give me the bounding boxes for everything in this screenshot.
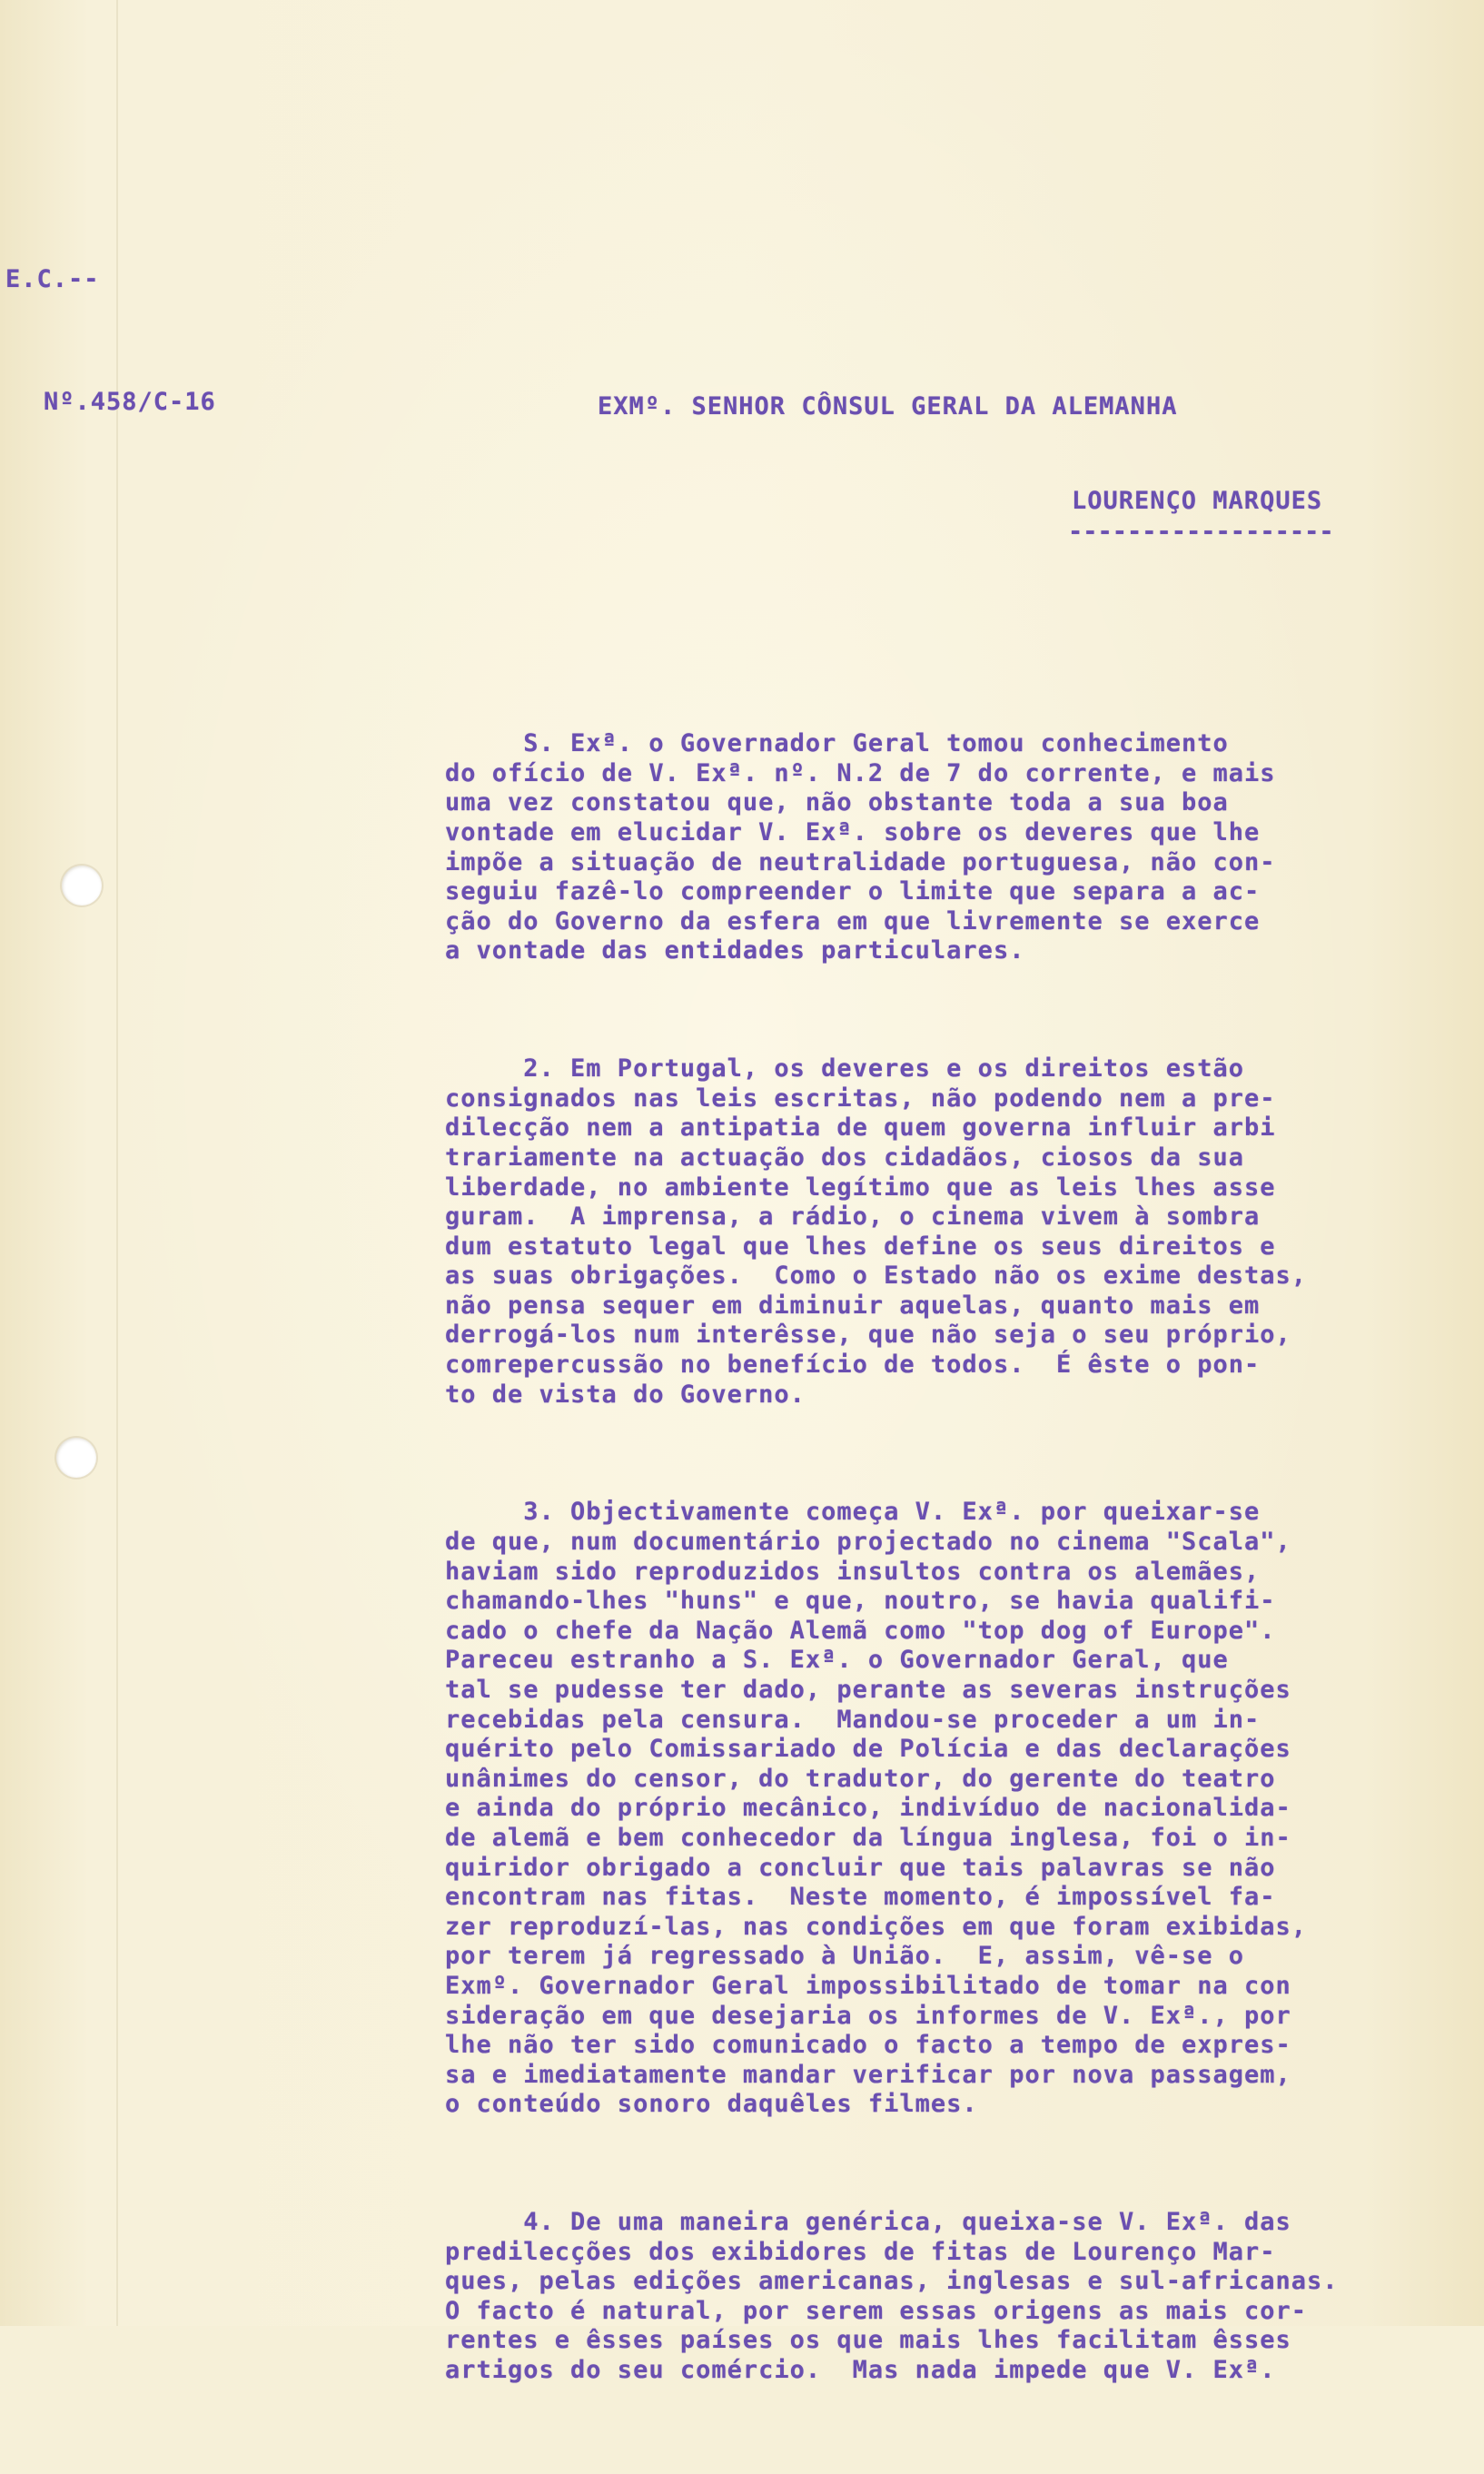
text-line: chamando-lhes "huns" e que, noutro, se havia qualifi-	[445, 1587, 1276, 1616]
text-line: a vontade das entidades particulares.	[445, 936, 1025, 965]
text-line: sideração em que desejaria os informes de V. Exª., por	[445, 2001, 1291, 2030]
text-line: o conteúdo sonoro daquêles filmes.	[445, 2090, 978, 2119]
text-line: dilecção nem a antipatia de quem governa influir arbi	[445, 1113, 1276, 1143]
text-line: tal se pudesse ter dado, perante as severas instruções	[445, 1676, 1291, 1704]
text-line: 3. Objectivamente começa V. Exª. por queixar-se	[445, 1498, 1261, 1527]
text-line: e ainda do próprio mecânico, indivíduo de nacionalida-	[445, 1794, 1291, 1823]
text-line: recebidas pela censura. Mandou-se proceder a um in-	[445, 1705, 1261, 1734]
paragraph-2	[445, 1054, 1462, 1410]
paragraph-1	[445, 729, 1462, 966]
text-line: não pensa sequer em diminuir aquelas, quanto mais em	[445, 1291, 1261, 1320]
text-line: ção do Governo da esfera em que livremente se exerce	[445, 906, 1261, 935]
text-line: guram. A imprensa, a rádio, o cinema vivem à sombra	[445, 1202, 1261, 1232]
punch-hole-bottom	[56, 1438, 96, 1478]
text-line: rentes e êsses países os que mais lhes facilitam êsses	[445, 2326, 1291, 2355]
text-line: liberdade, no ambiente legítimo que as leis lhes asse	[445, 1173, 1276, 1202]
text-line: cado o chefe da Nação Alemã como "top dog of Europe".	[445, 1616, 1276, 1645]
city-underline: ------------------	[1068, 518, 1334, 546]
text-line: Exmº. Governador Geral impossibilitado de tomar na con	[445, 1971, 1291, 2000]
text-line: 4. De uma maneira genérica, queixa-se V. Exª. das	[445, 2208, 1291, 2237]
text-line: as suas obrigações. Como o Estado não os exime destas,	[445, 1262, 1308, 1291]
paper-fold-line	[116, 0, 118, 2326]
text-line: do ofício de V. Exª. nº. N.2 de 7 do corrente, e mais	[445, 758, 1276, 787]
file-reference-top: E.C.--	[5, 265, 100, 293]
text-line: de alemã e bem conhecedor da língua inglesa, foi o in-	[445, 1823, 1291, 1852]
text-line: por terem já regressado à União. E, assim, vê-se o	[445, 1942, 1245, 1971]
text-line: quérito pelo Comissariado de Polícia e das declarações	[445, 1735, 1291, 1764]
text-line: Pareceu estranho a S. Exª. o Governador Geral, que	[445, 1646, 1229, 1675]
text-line: dum estatuto legal que lhes define os seus direitos e	[445, 1232, 1276, 1261]
text-line: trariamente na actuação dos cidadãos, ciosos da sua	[445, 1143, 1245, 1172]
text-line: unânimes do censor, do tradutor, do gerente do teatro	[445, 1764, 1276, 1793]
text-line: haviam sido reproduzidos insultos contra os alemães,	[445, 1557, 1261, 1586]
letter-reference-number: Nº.458/C-16	[44, 388, 216, 416]
text-line: zer reproduzí-las, nas condições em que foram exibidas,	[445, 1912, 1308, 1941]
text-line: quiridor obrigado a concluir que tais palavras se não	[445, 1853, 1276, 1882]
text-line: comrepercussão no benefício de todos. É êste o pon-	[445, 1351, 1261, 1380]
text-line: artigos do seu comércio. Mas nada impede que V. Exª.	[445, 2356, 1276, 2385]
text-line: ques, pelas edições americanas, inglesas e sul-africanas.	[445, 2267, 1339, 2296]
text-line: encontram nas fitas. Neste momento, é impossível fa-	[445, 1883, 1276, 1912]
text-line: impõe a situação de neutralidade portuguesa, não con-	[445, 847, 1276, 876]
text-line: consignados nas leis escritas, não podendo nem a pre-	[445, 1084, 1276, 1113]
addressee-city: LOURENÇO MARQUES	[1072, 487, 1323, 515]
text-line: 2. Em Portugal, os deveres e os direitos estão	[445, 1054, 1245, 1084]
text-line: de que, num documentário projectado no cinema "Scala",	[445, 1528, 1291, 1557]
text-line: sa e imediatamente mandar verificar por nova passagem,	[445, 2060, 1291, 2089]
addressee-line: EXMº. SENHOR CÔNSUL GERAL DA ALEMANHA	[598, 392, 1178, 421]
text-line: uma vez constatou que, não obstante toda a sua boa	[445, 788, 1229, 817]
letter-body	[445, 670, 1462, 2474]
punch-hole-top	[62, 866, 102, 905]
text-line: S. Exª. o Governador Geral tomou conhecimento	[445, 729, 1229, 758]
text-line: vontade em elucidar V. Exª. sobre os deveres que lhe	[445, 817, 1261, 846]
text-line: derrogá-los num interêsse, que não seja o seu próprio,	[445, 1321, 1291, 1350]
text-line: lhe não ter sido comunicado o facto a tempo de expres-	[445, 2031, 1291, 2060]
paragraph-4	[445, 2208, 1462, 2386]
text-line: to de vista do Governo.	[445, 1380, 806, 1409]
text-line: predilecções dos exibidores de fitas de Lourenço Mar-	[445, 2237, 1276, 2266]
paragraph-3	[445, 1498, 1462, 2119]
text-line: O facto é natural, por serem essas origens as mais cor-	[445, 2296, 1308, 2325]
text-line: seguiu fazê-lo compreender o limite que separa a ac-	[445, 877, 1261, 906]
